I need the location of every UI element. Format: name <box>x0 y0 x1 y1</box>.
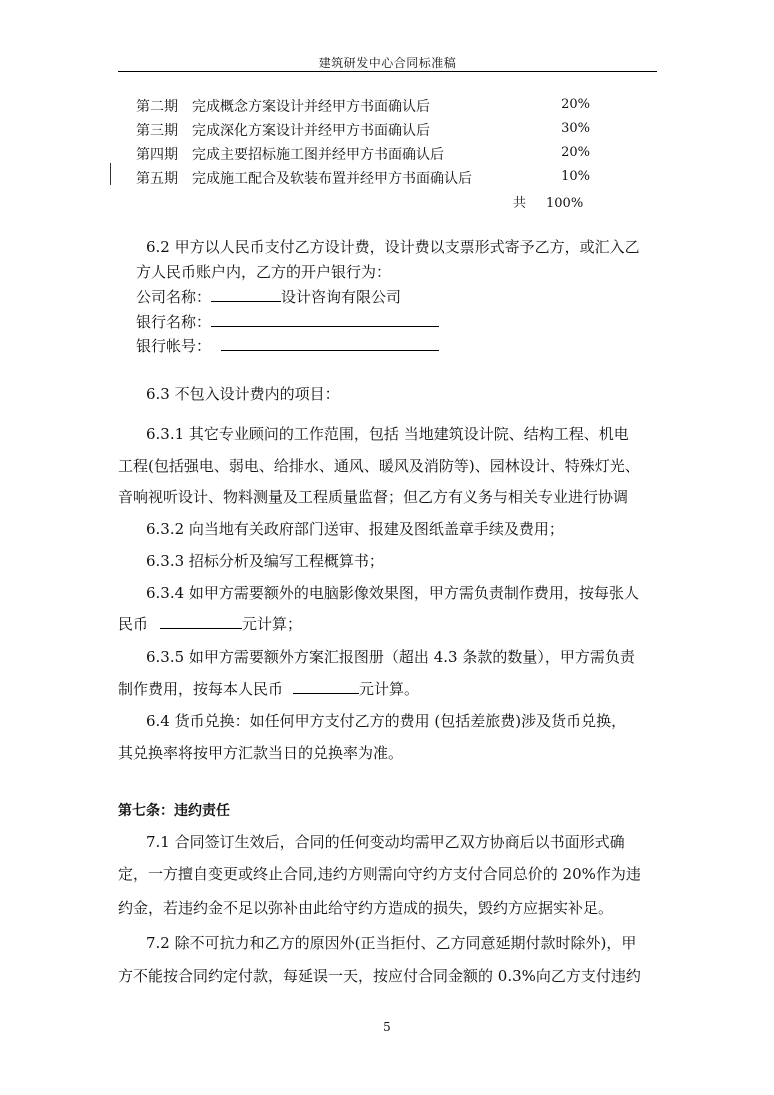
bank-name-row <box>136 311 681 332</box>
clause-6-4-line: 其兑换率将按甲方汇款当日的兑换率为准。 <box>118 744 404 762</box>
page-number: 5 <box>383 1020 391 1034</box>
clause-6-3-3: 6.3.3 招标分析及编写工程概算书； <box>146 552 384 570</box>
header-rule <box>118 71 657 72</box>
clause-6-3-4-prefix: 民币 <box>118 615 149 633</box>
bank-name-blank <box>211 312 439 327</box>
price-per-image-blank <box>160 614 242 629</box>
clause-6-3-2: 6.3.2 向当地有关政府部门送审、报建及图纸盖章手续及费用； <box>146 520 564 538</box>
clause-6-4-line: 6.4 货币兑换：如任何甲方支付乙方的费用 (包括差旅费)涉及货币兑换， <box>146 712 627 730</box>
payment-total <box>513 192 583 211</box>
bank-account-row <box>136 335 681 356</box>
price-per-booklet-blank <box>293 679 359 694</box>
company-name-row <box>136 286 681 307</box>
clause-6-3-1-line: 6.3.1 其它专业顾问的工作范围，包括 当地建筑设计院、结构工程、机电 <box>146 425 629 443</box>
company-name-blank <box>211 287 281 302</box>
clause-6-3-5-suffix: 元计算。 <box>359 680 420 698</box>
clause-6-3-5-line: 6.3.5 如甲方需要额外方案汇报图册（超出 4.3 条款的数量），甲方需负责 <box>146 648 635 666</box>
company-name-suffix: 设计咨询有限公司 <box>281 288 402 306</box>
payment-row-percent: 20% <box>561 145 590 160</box>
clause-6-3-1-line: 工程(包括强电、弱电、给排水、通风、暖风及消防等)、园林设计、特殊灯光、 <box>118 457 640 475</box>
company-name-label: 公司名称： <box>136 288 212 306</box>
clause-7-1-line: 7.1 合同签订生效后，合同的任何变动均需甲乙双方协商后以书面形式确 <box>146 833 625 851</box>
clause-7-2-line: 7.2 除不可抗力和乙方的原因外(正当拒付、乙方同意延期付款时除外)，甲 <box>146 934 637 952</box>
payment-row-label: 第二期 完成概念方案设计并经甲方书面确认后 <box>136 99 430 115</box>
clause-7-1-line: 约金，若违约金不足以弥补由此给守约方造成的损失，毁约方应据实补足。 <box>118 899 614 917</box>
clause-6-3-5-line <box>118 678 663 699</box>
revision-bar <box>110 163 111 185</box>
clause-7-2-line: 方不能按合同约定付款，每延误一天，按应付合同金额的 0.3%向乙方支付违约 <box>118 967 641 985</box>
clause-6-3-4-line <box>118 613 663 634</box>
payment-row-percent: 20% <box>561 97 590 112</box>
payment-row-percent: 10% <box>561 169 590 184</box>
clause-6-3-4-suffix: 元计算； <box>242 615 303 633</box>
clause-6-3-4-line: 6.3.4 如甲方需要额外的电脑影像效果图，甲方需负责制作费用，按每张人 <box>146 584 639 602</box>
clause-6-3-title: 6.3 不包入设计费内的项目： <box>146 385 340 403</box>
clause-6-3-5-prefix: 制作费用，按每本人民币 <box>118 680 284 698</box>
clause-6-2-line: 6.2 甲方以人民币支付乙方设计费，设计费以支票形式寄予乙方，或汇入乙 <box>146 238 640 256</box>
page-header-title: 建筑研发中心合同标准稿 <box>318 56 457 70</box>
payment-row-percent: 30% <box>561 121 590 136</box>
bank-account-label: 银行帐号： <box>136 337 212 355</box>
payment-row-label: 第四期 完成主要招标施工图并经甲方书面确认后 <box>136 147 444 163</box>
clause-6-3-1-line: 音响视听设计、物料测量及工程质量监督；但乙方有义务与相关专业进行协调 <box>118 488 629 506</box>
total-value: 100% <box>546 196 584 211</box>
bank-account-blank <box>221 336 439 351</box>
payment-row-label: 第三期 完成深化方案设计并经甲方书面确认后 <box>136 123 430 139</box>
clause-6-2-line: 方人民币账户内，乙方的开户银行为： <box>136 263 392 281</box>
payment-row-label: 第五期 完成施工配合及软装布置并经甲方书面确认后 <box>136 171 472 187</box>
clause-7-1-line: 定，一方擅自变更或终止合同,违约方则需向守约方支付合同总价的 20%作为违 <box>118 865 641 883</box>
article-7-heading: 第七条：违约责任 <box>118 803 230 819</box>
total-label: 共 <box>513 196 527 211</box>
bank-name-label: 银行名称： <box>136 313 212 331</box>
